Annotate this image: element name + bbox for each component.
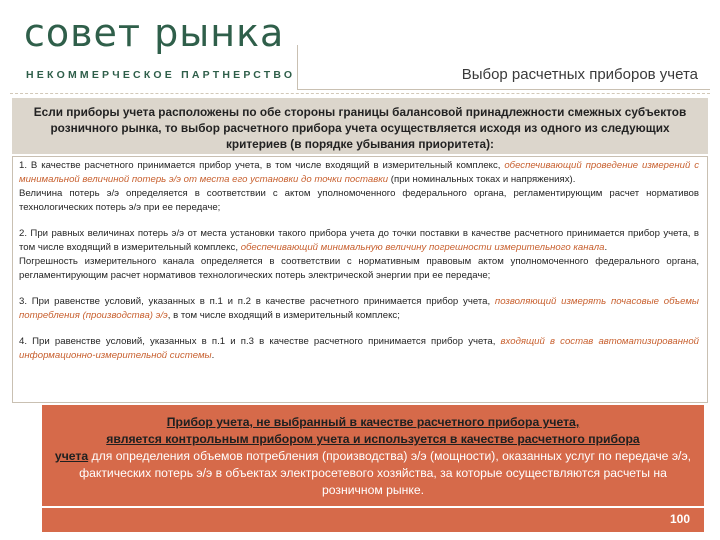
header-box [297, 45, 710, 90]
criterion-4-highlight: входящий в состав автоматизированной информационно-измерительной системы [19, 336, 699, 361]
criterion-3-tail: , в том числе входящий в измерительный комплекс; [167, 310, 400, 321]
intro-text: Если приборы учета расположены по обе стороны границы балансовой принадлежности смежных субъектов розничного рынка, то выбор расчетного прибора учета осуществляется исходя из одного из следующих критериев (в порядке убывания приоритета): [33, 105, 687, 151]
footer-bar [42, 508, 704, 532]
criterion-1-highlight: обеспечивающий проведение измерений с минимальной величиной потерь э/э от места его установки до точки поставки [19, 160, 699, 185]
criterion-4-text: 4. При равенстве условий, указанных в п.1 и п.3 в качестве расчетного принимается прибор учета, [19, 336, 501, 347]
criterion-1-tail: (при номинальных токах и напряжениях). [388, 174, 576, 185]
header-divider [10, 93, 710, 94]
criterion-2 [19, 227, 699, 283]
criterion-1-note: Величина потерь э/э определяется в соответствии с актом уполномоченного федерального органа, регламентирующим расчет нормативов технологических потерь э/э при ее передаче; [19, 188, 699, 213]
page-number: 100 [669, 512, 690, 526]
criterion-3-text: 3. При равенстве условий, указанных в п.1 и п.2 в качестве расчетного принимается прибор учета, [19, 296, 495, 307]
intro-box [12, 98, 708, 154]
conclusion-text: для определения объемов потребления (производства) э/э (мощности), оказанных услуг по передаче э/э, фактических потерь э/э в объектах электросетевого хозяйства, за которые осуществляются расчеты на розничном рынке. [79, 449, 692, 497]
criterion-4-tail: . [211, 350, 215, 361]
criteria-list [12, 156, 708, 403]
criterion-4 [19, 335, 699, 363]
logo-subtitle: НЕКОММЕРЧЕСКОЕ ПАРТНЕРСТВО [26, 69, 296, 81]
conclusion-bold-2: является контрольным прибором учета и используется в качестве расчетного прибора [106, 432, 640, 446]
page-title: Выбор расчетных приборов учета [461, 66, 698, 83]
criterion-2-highlight: обеспечивающий минимальную величину погрешности измерительного канала [240, 242, 605, 253]
conclusion-bold-3: учета [54, 449, 89, 463]
logo-title: совет рынка [24, 11, 285, 55]
conclusion-box [42, 405, 704, 506]
criterion-1-text: 1. В качестве расчетного принимается прибор учета, в том числе входящий в измерительный комплекс, [19, 160, 505, 171]
criterion-2-tail: . [604, 242, 608, 253]
conclusion-bold-1: Прибор учета, не выбранный в качестве расчетного прибора учета, [166, 415, 580, 429]
criterion-1 [19, 159, 699, 215]
criterion-2-text: 2. При равных величинах потерь э/э от места установки такого прибора учета до точки поставки в качестве расчетного принимается прибор учета, в том числе входящий в измерительный комплекс, [19, 228, 699, 253]
criterion-3-highlight: позволяющий измерять почасовые объемы потребления (производства) э/э [19, 296, 699, 321]
criterion-2-note: Погрешность измерительного канала определяется в соответствии с нормативным правовым актом уполномоченного федерального органа, регламентирующим расчет нормативов технологических потерь электрической энергии при ее передаче; [19, 256, 699, 281]
criterion-3 [19, 295, 699, 323]
